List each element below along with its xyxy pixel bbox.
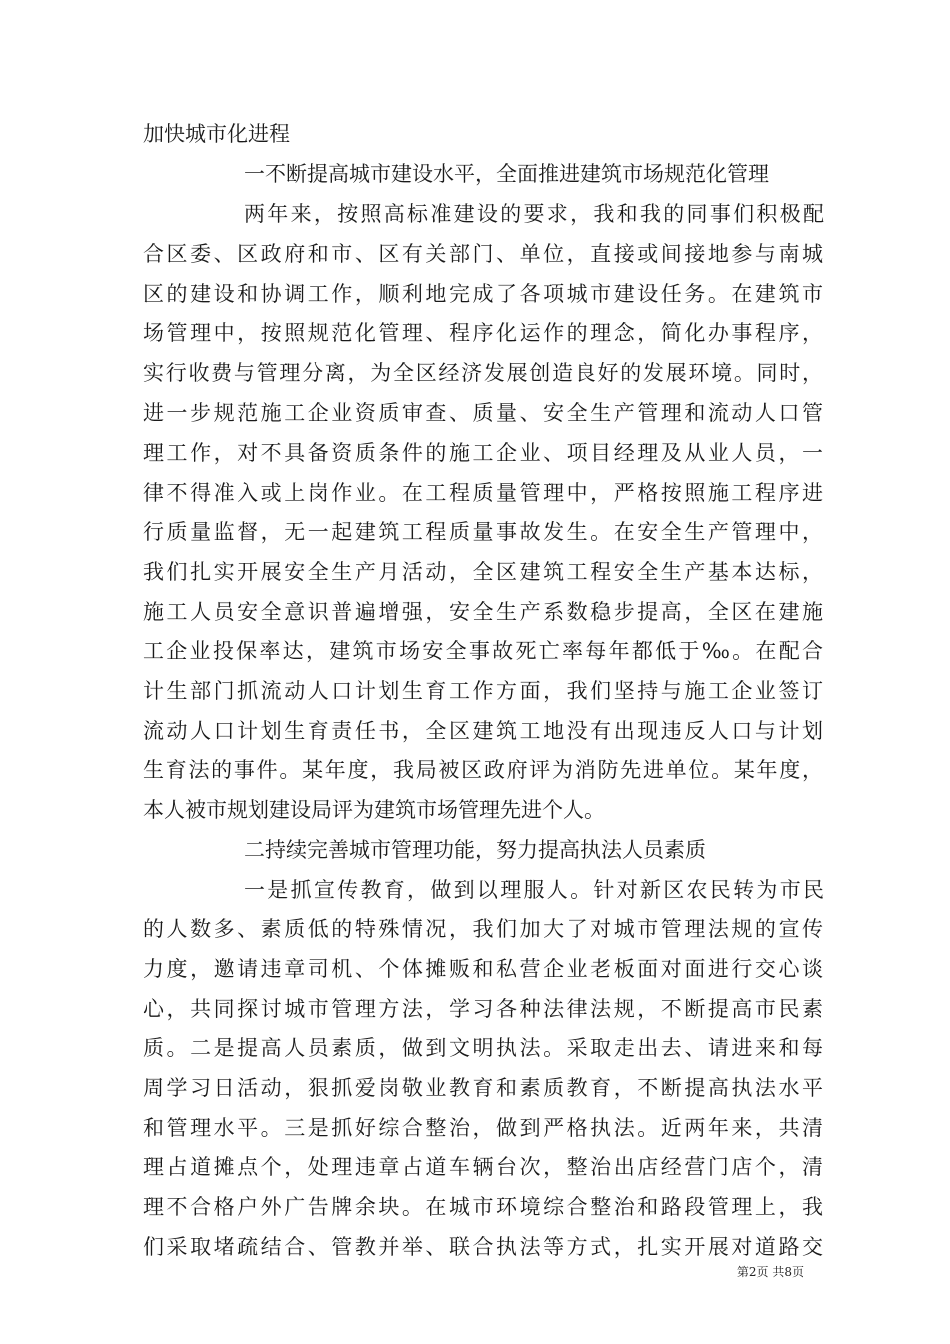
paragraph-line: 场管理中，按照规范化管理、程序化运作的理念，简化办事程序，: [143, 321, 823, 345]
section-heading: 加快城市化进程: [143, 122, 290, 146]
paragraph-line: 生育法的事件。某年度，我局被区政府评为消防先进单位。某年度，: [143, 758, 823, 782]
paragraph-first-line: 一是抓宣传教育，做到以理服人。针对新区农民转为市民: [244, 878, 824, 902]
paragraph-line: 合区委、区政府和市、区有关部门、单位，直接或间接地参与南城: [143, 242, 823, 266]
paragraph-line: 周学习日活动，狠抓爱岗敬业教育和素质教育，不断提高执法水平: [143, 1076, 823, 1100]
paragraph-line: 实行收费与管理分离，为全区经济发展创造良好的发展环境。同时，: [143, 361, 823, 385]
paragraph-line: 行质量监督，无一起建筑工程质量事故发生。在安全生产管理中，: [143, 520, 823, 544]
paragraph-line: 理不合格户外广告牌余块。在城市环境综合整治和路段管理上，我: [143, 1195, 823, 1219]
paragraph-line: 和管理水平。三是抓好综合整治，做到严格执法。近两年来，共清: [143, 1116, 823, 1140]
paragraph-line: 理占道摊点个，处理违章占道车辆台次，整治出店经营门店个，清: [143, 1155, 823, 1179]
page-number: 第2页 共8页: [736, 1265, 804, 1279]
paragraph-line: 律不得准入或上岗作业。在工程质量管理中，严格按照施工程序进: [143, 481, 823, 505]
paragraph-line: 们采取堵疏结合、管教并举、联合执法等方式，扎实开展对道路交: [143, 1235, 823, 1259]
paragraph-last-line: 本人被市规划建设局评为建筑市场管理先进个人。: [143, 798, 605, 822]
paragraph-line: 流动人口计划生育责任书，全区建筑工地没有出现违反人口与计划: [143, 719, 823, 743]
paragraph-line: 理工作，对不具备资质条件的施工企业、项目经理及从业人员，一: [143, 441, 823, 465]
paragraph-line: 力度，邀请违章司机、个体摊贩和私营企业老板面对面进行交心谈: [143, 957, 823, 981]
paragraph-line: 我们扎实开展安全生产月活动，全区建筑工程安全生产基本达标，: [143, 560, 823, 584]
subsection-heading: 二持续完善城市管理功能，努力提高执法人员素质: [244, 838, 706, 862]
paragraph-line: 质。二是提高人员素质，做到文明执法。采取走出去、请进来和每: [143, 1036, 823, 1060]
paragraph-line: 进一步规范施工企业资质审查、质量、安全生产管理和流动人口管: [143, 401, 823, 425]
paragraph-line: 区的建设和协调工作，顺利地完成了各项城市建设任务。在建筑市: [143, 282, 823, 306]
paragraph-line: 施工人员安全意识普遍增强，安全生产系数稳步提高，全区在建施: [143, 600, 823, 624]
paragraph-first-line: 两年来，按照高标准建设的要求，我和我的同事们积极配: [244, 202, 824, 226]
paragraph-line: 心，共同探讨城市管理方法，学习各种法律法规，不断提高市民素: [143, 997, 823, 1021]
paragraph-line: 计生部门抓流动人口计划生育工作方面，我们坚持与施工企业签订: [143, 679, 823, 703]
paragraph-line: 的人数多、素质低的特殊情况，我们加大了对城市管理法规的宣传: [143, 917, 823, 941]
paragraph-line: 工企业投保率达，建筑市场安全事故死亡率每年都低于‰。在配合: [143, 639, 823, 663]
subsection-heading: 一不断提高城市建设水平，全面推进建筑市场规范化管理: [244, 162, 769, 186]
